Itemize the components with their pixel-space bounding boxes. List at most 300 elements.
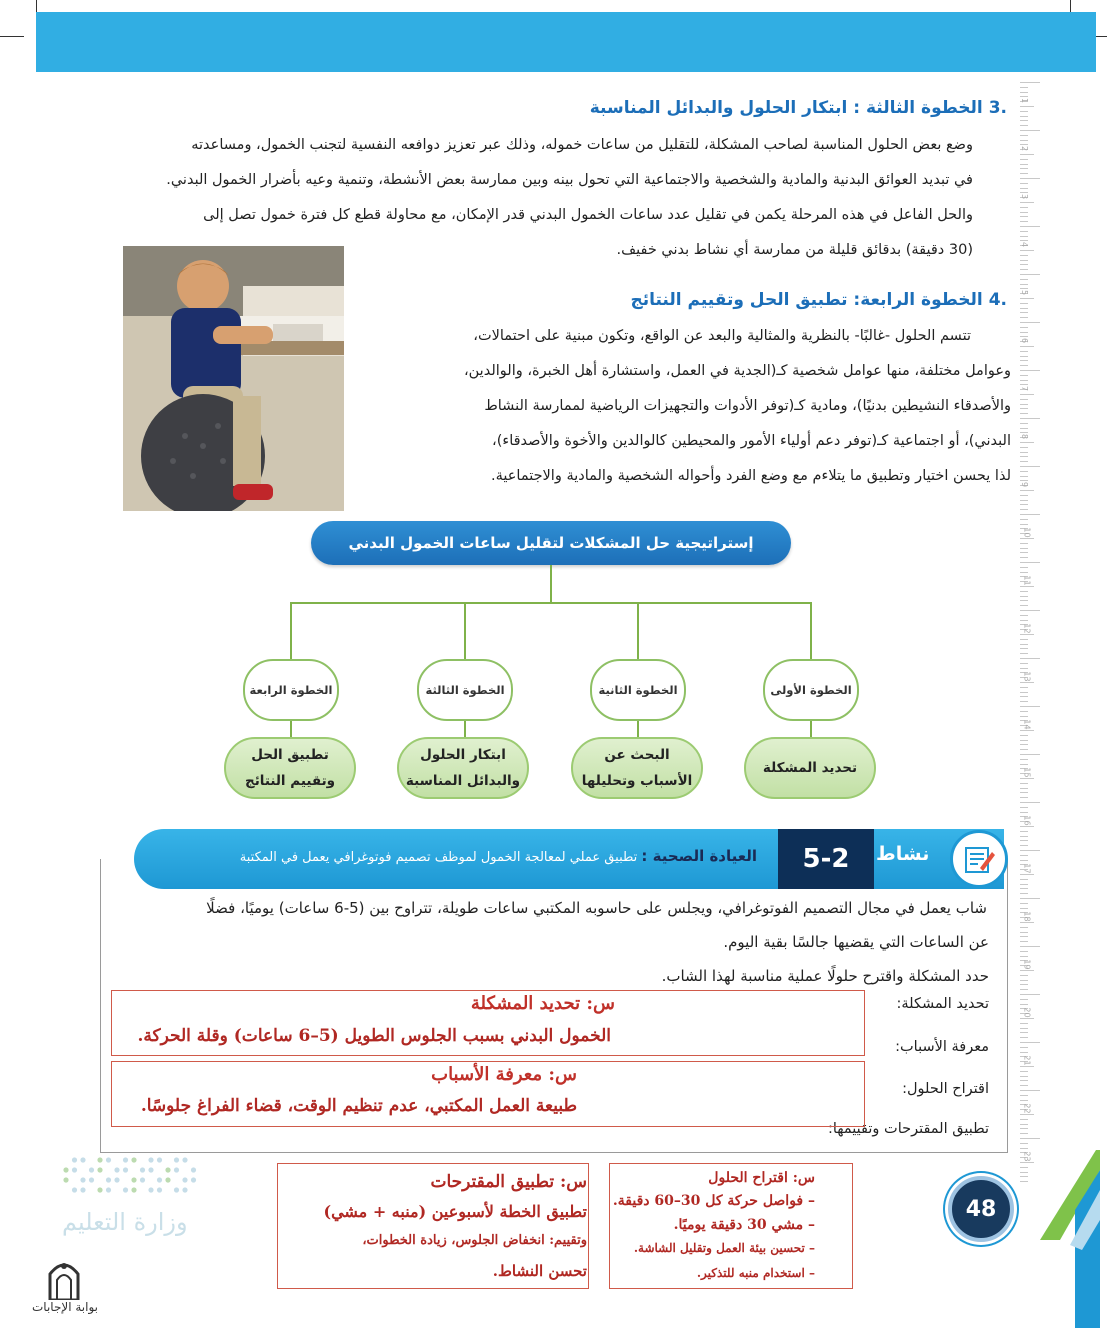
ruler-tick bbox=[1020, 125, 1028, 126]
ruler-tick bbox=[1020, 269, 1028, 270]
handwritten-apply-line: تحسن النشاط. bbox=[492, 1262, 587, 1280]
field-solutions-label: اقتراح الحلول: bbox=[902, 1081, 989, 1097]
handwritten-solutions-title: س: اقتراح الحلول bbox=[708, 1170, 815, 1186]
ruler-tick bbox=[1020, 749, 1028, 750]
ruler-tick bbox=[1020, 140, 1028, 141]
ruler-tick bbox=[1020, 524, 1028, 525]
ruler-number: 12 bbox=[1022, 623, 1032, 634]
logo-dot bbox=[157, 1157, 162, 1162]
ruler-tick bbox=[1020, 552, 1028, 553]
ruler-tick bbox=[1020, 591, 1028, 592]
logo-dot bbox=[148, 1157, 153, 1162]
ruler-tick bbox=[1020, 207, 1028, 208]
ruler-tick bbox=[1020, 312, 1028, 313]
ruler-tick bbox=[1020, 260, 1028, 261]
ruler-tick bbox=[1020, 87, 1028, 88]
step4-pill bbox=[224, 737, 356, 799]
ruler-tick bbox=[1020, 216, 1028, 217]
ruler-tick bbox=[1020, 168, 1028, 169]
logo-dot bbox=[63, 1177, 68, 1182]
ruler-tick bbox=[1020, 154, 1034, 155]
ruler-tick bbox=[1020, 956, 1028, 957]
ruler-tick bbox=[1020, 567, 1028, 568]
ruler-tick bbox=[1020, 600, 1028, 601]
ruler-tick bbox=[1020, 644, 1028, 645]
ruler-tick bbox=[1020, 1066, 1034, 1067]
ruler-tick bbox=[1020, 188, 1028, 189]
ruler-tick bbox=[1020, 687, 1028, 688]
ruler-tick bbox=[1020, 236, 1028, 237]
ruler-tick bbox=[1020, 634, 1034, 635]
ruler-tick bbox=[1020, 668, 1028, 669]
step2-action-line2: الأسباب وتحليلها bbox=[581, 773, 693, 789]
ruler-tick bbox=[1020, 298, 1034, 299]
ruler-tick bbox=[1020, 735, 1028, 736]
ruler-tick bbox=[1020, 1028, 1028, 1029]
ruler-tick bbox=[1020, 274, 1040, 275]
activity-body-line: شاب يعمل في مجال التصميم الفوتوغرافي، ويجلس على حاسوبه المكتبي ساعات طويلة، تتراوح بين (5-6 ساعات) يوميًا، فضلًا bbox=[206, 899, 987, 917]
pencil-paper-icon bbox=[950, 830, 1008, 888]
logo-dot bbox=[97, 1187, 102, 1192]
logo-dot bbox=[140, 1177, 145, 1182]
ruler-tick bbox=[1020, 797, 1028, 798]
ruler-tick bbox=[1020, 610, 1040, 611]
ruler-tick bbox=[1020, 495, 1028, 496]
logo-dot bbox=[131, 1187, 136, 1192]
logo-dot bbox=[72, 1187, 77, 1192]
answers-gate-logo bbox=[44, 1256, 84, 1300]
ruler-tick bbox=[1020, 509, 1028, 510]
ruler-tick bbox=[1020, 476, 1028, 477]
step2-action: البحث عن bbox=[604, 747, 670, 763]
ruler-tick bbox=[1020, 519, 1028, 520]
ruler-tick bbox=[1020, 1042, 1040, 1043]
answer2-question: س: معرفة الأسباب bbox=[431, 1064, 577, 1085]
ruler-tick bbox=[1020, 418, 1040, 419]
ruler-number: 10 bbox=[1022, 527, 1032, 538]
logo-dot bbox=[131, 1177, 136, 1182]
ruler-tick bbox=[1020, 936, 1028, 937]
ruler-tick bbox=[1020, 879, 1028, 880]
ruler-number: 14 bbox=[1022, 719, 1032, 730]
ruler-tick bbox=[1020, 639, 1028, 640]
ruler-number: 23 bbox=[1022, 1151, 1032, 1162]
ruler-tick bbox=[1020, 399, 1028, 400]
logo-dot bbox=[131, 1157, 136, 1162]
ruler-tick bbox=[1020, 802, 1040, 803]
ruler-tick bbox=[1020, 1095, 1028, 1096]
ruler-tick bbox=[1020, 284, 1028, 285]
ruler-tick bbox=[1020, 692, 1028, 693]
step3-pill bbox=[397, 737, 529, 799]
ruler-tick bbox=[1020, 807, 1028, 808]
connector-line bbox=[550, 565, 552, 603]
ruler-tick bbox=[1020, 346, 1034, 347]
logo-dot bbox=[191, 1177, 196, 1182]
ruler-tick bbox=[1020, 596, 1028, 597]
ruler-tick bbox=[1020, 840, 1028, 841]
ruler-tick bbox=[1020, 92, 1028, 93]
logo-dot bbox=[148, 1187, 153, 1192]
ruler-tick bbox=[1020, 394, 1034, 395]
step1-action: تحديد المشكلة bbox=[762, 760, 858, 776]
ruler-tick bbox=[1020, 932, 1028, 933]
handwritten-solution-line: – فواصل حركة كل 30–60 دقيقة. bbox=[612, 1193, 815, 1209]
logo-dot bbox=[106, 1157, 111, 1162]
logo-dot bbox=[174, 1167, 179, 1172]
logo-dot bbox=[123, 1157, 128, 1162]
ruler-number: 21 bbox=[1022, 1055, 1032, 1066]
step1-bubble: الخطوة الأولى bbox=[763, 659, 859, 721]
handwritten-apply-line: تطبيق الخطة لأسبوعين (منبه + مشي) bbox=[323, 1202, 587, 1221]
logo-dot bbox=[123, 1167, 128, 1172]
connector-line bbox=[290, 602, 812, 604]
section4-line: والأصدقاء النشيطين بدنيًا)، ومادية كـ(توفر الأدوات والتجهيزات الرياضية لممارسة النشاط bbox=[484, 398, 1011, 414]
answers-gate-text: بوابة الإجابات bbox=[32, 1300, 99, 1314]
logo-dot bbox=[80, 1177, 85, 1182]
logo-dot bbox=[97, 1157, 102, 1162]
ruler-tick bbox=[1020, 504, 1028, 505]
ruler-tick bbox=[1020, 874, 1034, 875]
page-number: 48 bbox=[948, 1176, 1014, 1242]
corner-stripe bbox=[1020, 1150, 1100, 1328]
section3-line: وضع بعض الحلول المناسبة لصاحب المشكلة، للتقليل من ساعات خموله، وذلك عبر تعزيز دوافعه النفسية لتجنب الخمول، ومساعدته bbox=[191, 137, 973, 153]
logo-dot bbox=[106, 1177, 111, 1182]
ruler-tick bbox=[1020, 620, 1028, 621]
step2-pill bbox=[571, 737, 703, 799]
ruler-tick bbox=[1020, 850, 1040, 851]
child-on-ball-photo bbox=[123, 246, 344, 511]
ruler-tick bbox=[1020, 975, 1028, 976]
ruler-tick bbox=[1020, 980, 1028, 981]
ruler-tick bbox=[1020, 106, 1034, 107]
logo-dot bbox=[148, 1167, 153, 1172]
section4-heading bbox=[630, 290, 1007, 310]
ruler-number: 20 bbox=[1022, 1007, 1032, 1018]
field-problem-label: تحديد المشكلة: bbox=[896, 996, 989, 1012]
ruler-tick bbox=[1020, 788, 1028, 789]
ruler-tick bbox=[1020, 836, 1028, 837]
ruler-tick bbox=[1020, 605, 1028, 606]
ruler-tick bbox=[1020, 183, 1028, 184]
ruler-tick bbox=[1020, 572, 1028, 573]
ruler-tick bbox=[1020, 711, 1028, 712]
logo-dot bbox=[191, 1167, 196, 1172]
ruler-tick bbox=[1020, 893, 1028, 894]
ruler-tick bbox=[1020, 1023, 1028, 1024]
ruler-number: 15 bbox=[1022, 767, 1032, 778]
step3-action-line2: والبدائل المناسبة bbox=[405, 773, 521, 789]
ruler-tick bbox=[1020, 500, 1028, 501]
section4-line: تتسم الحلول -غالبًا- بالنظرية والمثالية والبعد عن الواقع، وتكون مبنية على احتمالات، bbox=[473, 328, 971, 344]
ruler-number: 1 bbox=[1020, 97, 1030, 104]
ruler-tick bbox=[1020, 845, 1028, 846]
ruler-tick bbox=[1020, 1133, 1028, 1134]
ruler-number: 16 bbox=[1022, 815, 1032, 826]
ruler-number: 17 bbox=[1022, 863, 1032, 874]
section3-line: والحل الفاعل في هذه المرحلة يكمن في تقليل عدد ساعات الخمول البدني قدر الإمكان، مع محاولة قطع كل فترة خمول تصل إلى bbox=[203, 207, 973, 223]
connector-line bbox=[637, 720, 639, 738]
photo-illustration bbox=[123, 246, 344, 511]
section4-number: .4 bbox=[988, 290, 1007, 310]
ruler-tick bbox=[1020, 648, 1028, 649]
ruler-tick bbox=[1020, 202, 1034, 203]
strategy-title: إستراتيجية حل المشكلات لتقليل ساعات الخمول البدني bbox=[311, 521, 791, 565]
ruler-tick bbox=[1020, 327, 1028, 328]
ruler-tick bbox=[1020, 696, 1028, 697]
connector-line bbox=[290, 602, 292, 660]
ruler-number: 3 bbox=[1020, 193, 1030, 200]
ruler-tick bbox=[1020, 1138, 1040, 1139]
ruler-tick bbox=[1020, 860, 1028, 861]
activity-body-line: حدد المشكلة واقترح حلولًا عملية مناسبة لهذا الشاب. bbox=[661, 967, 989, 985]
step3-action: ابتكار الحلول bbox=[420, 747, 506, 763]
ruler-tick bbox=[1020, 116, 1028, 117]
ruler-tick bbox=[1020, 164, 1028, 165]
ruler-tick bbox=[1020, 1076, 1028, 1077]
ruler-tick bbox=[1020, 370, 1040, 371]
ruler-tick bbox=[1020, 365, 1028, 366]
logo-dot bbox=[140, 1167, 145, 1172]
ruler-tick bbox=[1020, 658, 1040, 659]
ruler-tick bbox=[1020, 322, 1040, 323]
logo-dot bbox=[72, 1167, 77, 1172]
ruler-tick bbox=[1020, 360, 1028, 361]
step2-bubble: الخطوة الثانية bbox=[590, 659, 686, 721]
activity-label: نشاط bbox=[876, 843, 930, 865]
logo-dot bbox=[182, 1187, 187, 1192]
ruler-tick bbox=[1020, 466, 1040, 467]
ruler-tick bbox=[1020, 778, 1034, 779]
step1-pill bbox=[744, 737, 876, 799]
ruler-tick bbox=[1020, 1052, 1028, 1053]
ruler-tick bbox=[1020, 716, 1028, 717]
handwritten-solution-line: – استخدام منبه للتذكير. bbox=[696, 1266, 815, 1280]
ruler-tick bbox=[1020, 984, 1028, 985]
ruler-tick bbox=[1020, 408, 1028, 409]
logo-dot bbox=[174, 1157, 179, 1162]
ruler-tick bbox=[1020, 754, 1040, 755]
ruler-tick bbox=[1020, 989, 1028, 990]
ruler-tick bbox=[1020, 250, 1034, 251]
ruler-tick bbox=[1020, 898, 1040, 899]
answer1-question: س: تحديد المشكلة bbox=[470, 993, 615, 1014]
ruler-tick bbox=[1020, 1148, 1028, 1149]
ruler-tick bbox=[1020, 308, 1028, 309]
ruler-tick bbox=[1020, 221, 1028, 222]
field-apply-label: تطبيق المقترحات وتقييمها: bbox=[827, 1121, 989, 1137]
connector-line bbox=[464, 720, 466, 738]
activity-title-rest: تطبيق عملي لمعالجة الخمول لموظف تصميم فوتوغرافي يعمل في المكتبة bbox=[239, 850, 638, 865]
ruler-tick bbox=[1020, 351, 1028, 352]
ruler-number: 18 bbox=[1022, 911, 1032, 922]
ruler-tick bbox=[1020, 423, 1028, 424]
handwritten-solution-line: – تحسين بيئة العمل وتقليل الشاشة. bbox=[633, 1241, 815, 1255]
ruler-number: 2 bbox=[1020, 145, 1030, 152]
ruler-number: 6 bbox=[1020, 337, 1030, 344]
ruler-number: 4 bbox=[1020, 241, 1030, 248]
ruler-tick bbox=[1020, 1100, 1028, 1101]
logo-dot bbox=[165, 1167, 170, 1172]
ministry-dots-logo bbox=[60, 1154, 200, 1198]
ruler-tick bbox=[1020, 82, 1040, 83]
ruler-tick bbox=[1020, 1143, 1028, 1144]
logo-dot bbox=[89, 1167, 94, 1172]
section3-line: في تبديد العوائق البدنية والمادية والشخصية والاجتماعية التي تحول بينه وبين ممارسة بعض الأنشطة، وتنمية وعيه بأضرار الخمول البدني. bbox=[166, 172, 973, 188]
ruler-number: 5 bbox=[1020, 289, 1030, 296]
ruler-tick bbox=[1020, 317, 1028, 318]
crop-mark bbox=[0, 36, 24, 37]
ruler-tick bbox=[1020, 130, 1040, 131]
logo-dot bbox=[114, 1167, 119, 1172]
section4-line: البدني)، أو اجتماعية كـ(توفر دعم أولياء الأمور والمحيطين كالوالدين والأخوة والأصدقاء)، bbox=[492, 433, 1011, 449]
ruler-tick bbox=[1020, 1004, 1028, 1005]
activity-title-bold: العيادة الصحية : bbox=[641, 847, 757, 865]
step4-bubble: الخطوة الرابعة bbox=[243, 659, 339, 721]
ruler-tick bbox=[1020, 1047, 1028, 1048]
ruler-tick bbox=[1020, 557, 1028, 558]
section4-title: الخطوة الرابعة: تطبيق الحل وتقييم النتائج bbox=[630, 290, 983, 310]
logo-dot bbox=[72, 1157, 77, 1162]
field-causes-label: معرفة الأسباب: bbox=[895, 1039, 989, 1055]
ruler-tick bbox=[1020, 855, 1028, 856]
ruler-tick bbox=[1020, 1124, 1028, 1125]
ruler-tick bbox=[1020, 428, 1028, 429]
ruler-tick bbox=[1020, 764, 1028, 765]
section4-paragraph bbox=[391, 319, 1011, 494]
ruler-tick bbox=[1020, 452, 1028, 453]
ruler-tick bbox=[1020, 653, 1028, 654]
ruler-tick bbox=[1020, 970, 1034, 971]
step4-action: تطبيق الحل bbox=[251, 747, 329, 763]
ruler-tick bbox=[1020, 380, 1028, 381]
connector-line bbox=[810, 602, 812, 660]
ruler-tick bbox=[1020, 615, 1028, 616]
ruler-tick bbox=[1020, 706, 1040, 707]
logo-dot bbox=[97, 1167, 102, 1172]
ruler-tick bbox=[1020, 514, 1040, 515]
section3-number: .3 bbox=[988, 98, 1007, 118]
step4-action-line2: وتقييم النتائج bbox=[244, 773, 336, 789]
ruler-tick bbox=[1020, 792, 1028, 793]
pencil-paper-icon-svg bbox=[962, 842, 996, 876]
ruler-tick bbox=[1020, 471, 1028, 472]
ruler-tick bbox=[1020, 1032, 1028, 1033]
ruler-tick bbox=[1020, 461, 1028, 462]
handwritten-apply-line: وتقييم: انخفاض الجلوس، زيادة الخطوات، bbox=[362, 1233, 587, 1248]
ruler-tick bbox=[1020, 173, 1028, 174]
connector-line bbox=[464, 602, 466, 660]
ruler-tick bbox=[1020, 490, 1034, 491]
ruler-tick bbox=[1020, 1119, 1028, 1120]
section3-heading bbox=[590, 98, 1007, 118]
ruler-tick bbox=[1020, 908, 1028, 909]
ruler-tick bbox=[1020, 375, 1028, 376]
connector-line bbox=[637, 602, 639, 660]
ruler-tick bbox=[1020, 1018, 1034, 1019]
activity-body-line: عن الساعات التي يقضيها جالسًا بقية اليوم. bbox=[723, 933, 989, 951]
ruler-tick bbox=[1020, 994, 1040, 995]
ruler-tick bbox=[1020, 1085, 1028, 1086]
ruler-tick bbox=[1020, 442, 1034, 443]
ruler-tick bbox=[1020, 1114, 1034, 1115]
section3-line: (30 دقيقة) بدقائق قليلة من ممارسة أي نشاط بدني خفيف. bbox=[616, 242, 973, 258]
logo-dot bbox=[182, 1177, 187, 1182]
ruler-tick bbox=[1020, 1037, 1028, 1038]
ruler-tick bbox=[1020, 951, 1028, 952]
ruler-tick bbox=[1020, 456, 1028, 457]
logo-dot bbox=[63, 1167, 68, 1172]
ruler-tick bbox=[1020, 903, 1028, 904]
answer2-answer: طبيعة العمل المكتبي، عدم تنظيم الوقت، قضاء الفراغ جلوسًا. bbox=[140, 1096, 577, 1116]
activity-number: 5-2 bbox=[778, 829, 874, 889]
ruler-tick bbox=[1020, 279, 1028, 280]
ruler-tick bbox=[1020, 946, 1040, 947]
ruler-number: 8 bbox=[1020, 433, 1030, 440]
logo-dot bbox=[89, 1177, 94, 1182]
ruler-tick bbox=[1020, 447, 1028, 448]
ruler-tick bbox=[1020, 212, 1028, 213]
page-ruler bbox=[1018, 82, 1044, 1162]
connector-line bbox=[290, 720, 292, 738]
section4-line: لذا يحسن اختيار وتطبيق ما يتلاءم مع وضع الفرد وأحواله الشخصية والمادية والاجتماعية. bbox=[490, 468, 1011, 484]
handwritten-apply-title: س: تطبيق المقترحات bbox=[430, 1172, 587, 1192]
ruler-tick bbox=[1020, 356, 1028, 357]
logo-dot bbox=[80, 1157, 85, 1162]
ruler-tick bbox=[1020, 111, 1028, 112]
section4-line: وعوامل مختلفة، منها عوامل شخصية كـ(الجدية في العمل، واستشارة أهل الخبرة، والوالدين، bbox=[463, 363, 1011, 379]
connector-line bbox=[810, 720, 812, 738]
activity-title bbox=[240, 847, 757, 865]
logo-dot bbox=[106, 1187, 111, 1192]
logo-dot bbox=[114, 1177, 119, 1182]
ruler-tick bbox=[1020, 255, 1028, 256]
ruler-number: 11 bbox=[1022, 575, 1032, 586]
ruler-tick bbox=[1020, 538, 1034, 539]
ruler-tick bbox=[1020, 1128, 1028, 1129]
ruler-tick bbox=[1020, 888, 1028, 889]
header-band bbox=[36, 12, 1096, 72]
ruler-tick bbox=[1020, 884, 1028, 885]
logo-dot bbox=[174, 1187, 179, 1192]
ruler-tick bbox=[1020, 783, 1028, 784]
ruler-tick bbox=[1020, 332, 1028, 333]
ruler-tick bbox=[1020, 922, 1034, 923]
ruler-number: 7 bbox=[1020, 385, 1030, 392]
step3-bubble: الخطوة الثالثة bbox=[417, 659, 513, 721]
ruler-tick bbox=[1020, 999, 1028, 1000]
ruler-tick bbox=[1020, 812, 1028, 813]
ruler-tick bbox=[1020, 701, 1028, 702]
logo-dot bbox=[157, 1177, 162, 1182]
logo-dot bbox=[165, 1177, 170, 1182]
ruler-tick bbox=[1020, 663, 1028, 664]
ruler-tick bbox=[1020, 682, 1034, 683]
ruler-tick bbox=[1020, 927, 1028, 928]
ruler-number: 9 bbox=[1020, 481, 1030, 488]
ruler-number: 19 bbox=[1022, 959, 1032, 970]
ruler-tick bbox=[1020, 586, 1034, 587]
ruler-tick bbox=[1020, 562, 1040, 563]
ruler-tick bbox=[1020, 759, 1028, 760]
logo-dot bbox=[123, 1187, 128, 1192]
logo-dot bbox=[157, 1187, 162, 1192]
ruler-tick bbox=[1020, 264, 1028, 265]
ruler-number: 22 bbox=[1022, 1103, 1032, 1114]
ministry-watermark: وزارة التعليم bbox=[62, 1208, 188, 1236]
ruler-tick bbox=[1020, 941, 1028, 942]
logo-dot bbox=[80, 1187, 85, 1192]
